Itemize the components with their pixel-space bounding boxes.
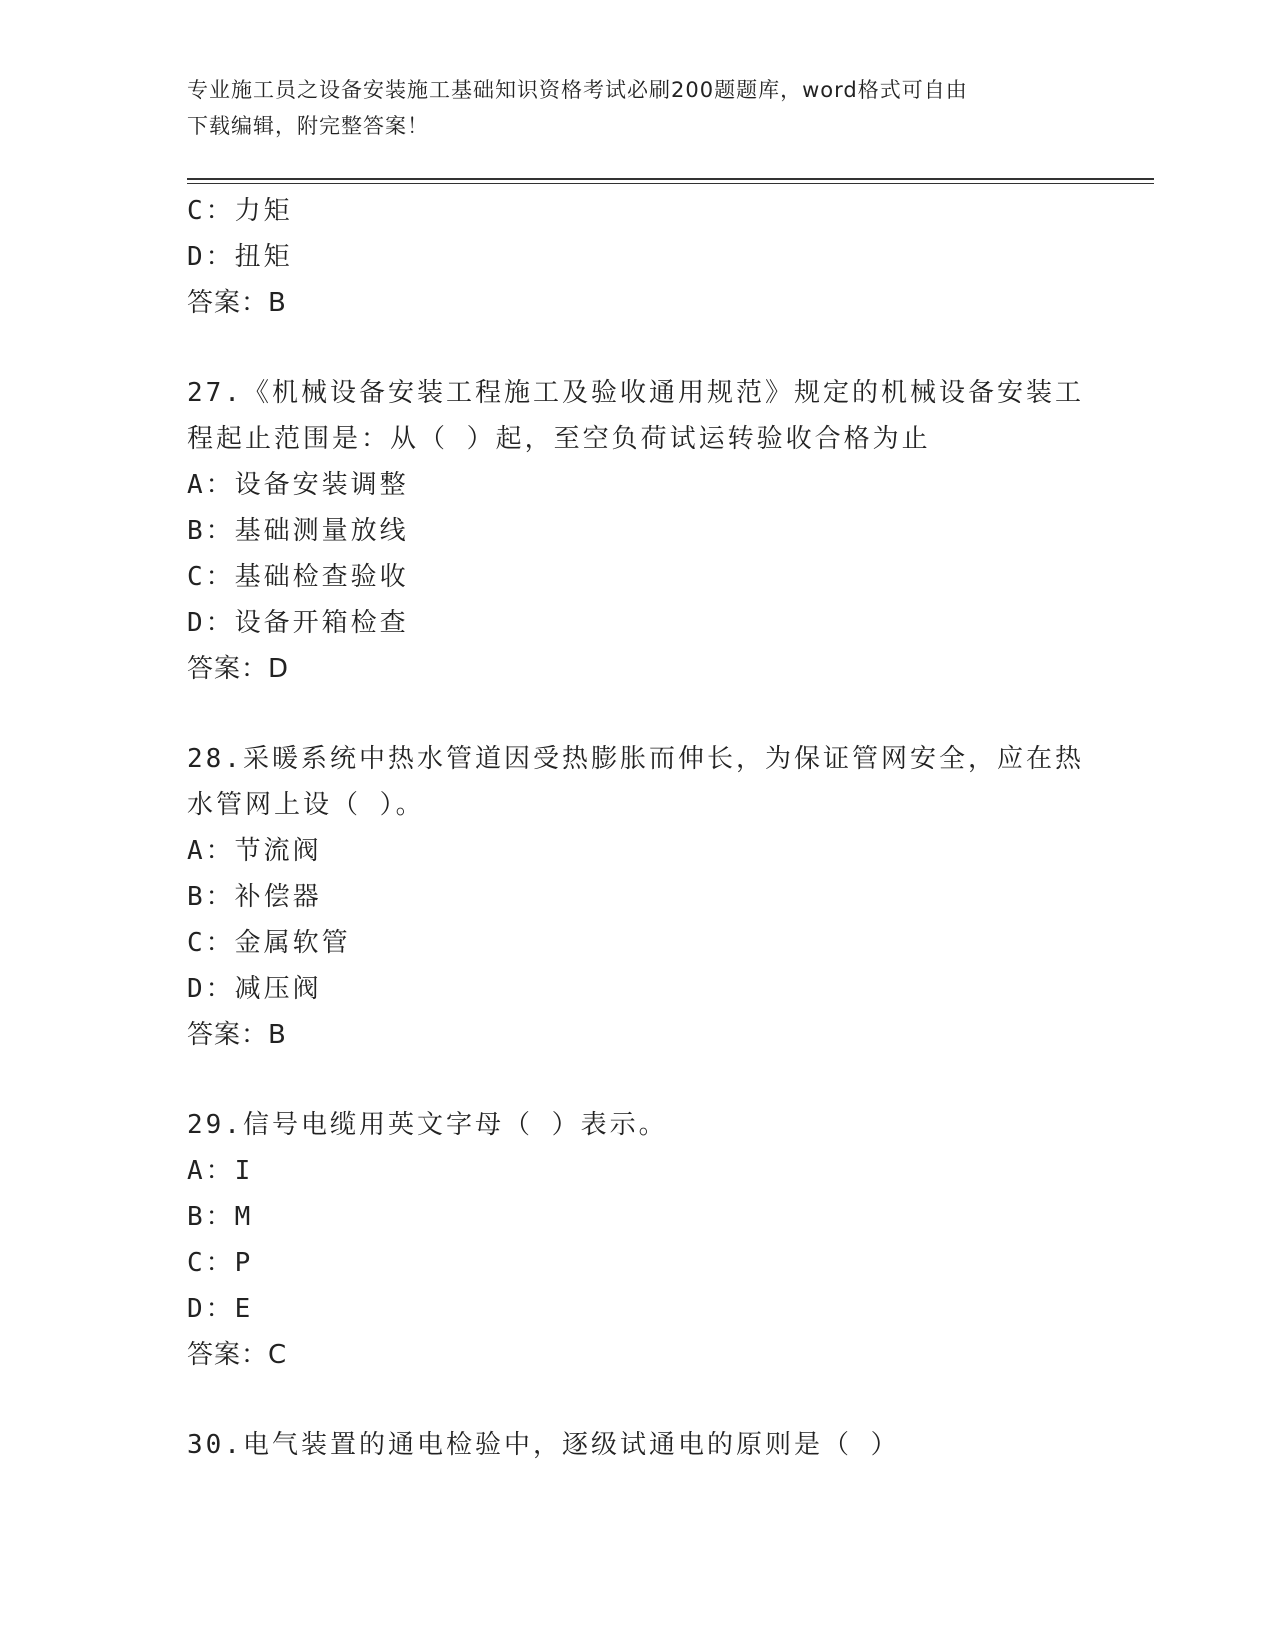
option-line: D：E <box>187 1294 254 1324</box>
answer-line: 答案：C <box>187 1340 288 1370</box>
spacer <box>187 1378 1087 1422</box>
option-line: B：基础测量放线 <box>187 516 409 546</box>
question-block-30 <box>187 1422 1087 1468</box>
spacer <box>187 692 1087 736</box>
document-header <box>187 72 1067 144</box>
option-line: B：补偿器 <box>187 882 322 912</box>
header-divider-thick <box>187 178 1154 180</box>
option-line: C：力矩 <box>187 196 293 226</box>
option-line: C：P <box>187 1248 254 1278</box>
header-line-2: 下载编辑，附完整答案！ <box>187 114 429 138</box>
option-line: D：减压阀 <box>187 974 322 1004</box>
header-divider-thin <box>187 183 1154 184</box>
option-line: B：M <box>187 1202 254 1232</box>
question-block-26-continued <box>187 188 1087 326</box>
option-line: A：节流阀 <box>187 836 322 866</box>
question-stem-line: 29.信号电缆用英文字母（ ）表示。 <box>187 1110 668 1140</box>
question-block-29 <box>187 1102 1087 1378</box>
spacer <box>187 326 1087 370</box>
answer-line: 答案：D <box>187 654 290 684</box>
question-stem-line: 27.《机械设备安装工程施工及验收通用规范》规定的机械设备安装工 <box>187 378 1084 408</box>
question-list <box>187 188 1087 1468</box>
option-line: A：I <box>187 1156 254 1186</box>
option-line: A：设备安装调整 <box>187 470 409 500</box>
option-line: D：设备开箱检查 <box>187 608 409 638</box>
option-line: D：扭矩 <box>187 242 293 272</box>
question-block-27 <box>187 370 1087 692</box>
question-stem-line: 程起止范围是：从（ ）起，至空负荷试运转验收合格为止 <box>187 424 931 454</box>
option-line: C：金属软管 <box>187 928 351 958</box>
question-stem-line: 28.采暖系统中热水管道因受热膨胀而伸长，为保证管网安全，应在热 <box>187 744 1084 774</box>
answer-line: 答案：B <box>187 288 287 318</box>
question-stem-line: 30.电气装置的通电检验中，逐级试通电的原则是（ ） <box>187 1430 900 1460</box>
spacer <box>187 1058 1087 1102</box>
question-block-28 <box>187 736 1087 1058</box>
answer-line: 答案：B <box>187 1020 287 1050</box>
question-stem-line: 水管网上设（ ）。 <box>187 790 425 820</box>
header-line-1: 专业施工员之设备安装施工基础知识资格考试必刷200题题库，word格式可自由 <box>187 78 968 102</box>
option-line: C：基础检查验收 <box>187 562 409 592</box>
